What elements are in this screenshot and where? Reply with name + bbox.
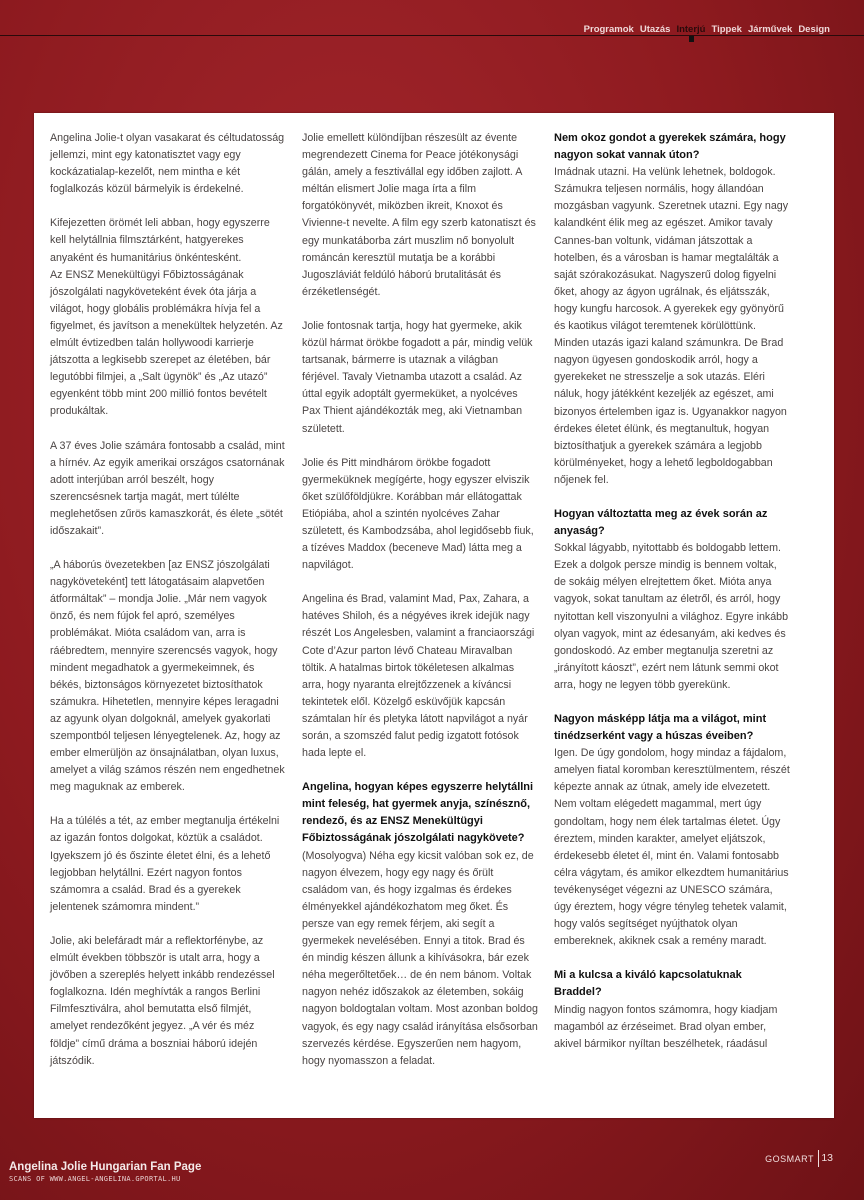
column-3 <box>554 130 790 1053</box>
interview-question: Nagyon másképp látja ma a világot, mint tinédzserként vagy a húszas éveiben? <box>554 713 767 743</box>
nav-item-tippek[interactable]: Tippek <box>711 24 742 35</box>
nav-item-jarmuvek[interactable]: Járművek <box>747 24 793 35</box>
section-nav <box>584 24 830 35</box>
scans-credit: SCANS OF WWW.ANGEL-ANGELINA.GPORTAL.HU <box>9 1175 181 1183</box>
nav-item-utazas[interactable]: Utazás <box>639 24 671 35</box>
paragraph: Az ENSZ Menekültügyi Főbiztosságának jószolgálati nagyköveteként évek óta járja a világot, hogy globális problémákra hívja fel a figyelmet, és javítson a menekültek helyzetén. Az elmúlt évtizedben talán hollywoodi karrierje játszotta a legkisebb szerepet az életében, bár legutóbbi filmjei, a „Salt ügynök” és „Az utazó” egyenként több mint 200 millió fontos bevételt produkáltak. <box>50 268 283 418</box>
paragraph: Jolie és Pitt mindhárom örökbe fogadott gyermeküknek megígérte, hogy egyszer elviszik őket szülőföldjükre. Korábban már ellátogattak Etiópiába, ahol a szintén nyolcéves Zahar született, és Kambodzsába, ahol legidősebb fiuk, a tízéves Maddox (beceneve Mad) látta meg a napvilágot. <box>302 456 534 572</box>
interview-question: Mi a kulcsa a kiváló kapcsolatuknak Braddel? <box>554 969 742 999</box>
header-rule <box>0 35 864 36</box>
column-1 <box>50 130 286 1070</box>
quote-paragraph: „A háborús övezetekben [az ENSZ jószolgálati nagyköveteként] tett látogatásaim alapvetően átformáltak” – mondja Jolie. „Már nem vagyok önző, és nem fújok fel apró, személyes problémákat. Mióta családom van, arra is ráébredtem, mennyire szerencsés vagyok, hogy mindent megadhatok a gyermekeimnek, és békés, biztonságos környezetet biztosíthatok számukra. Hihetetlen, mennyire képes leragadni az agyunk olyan dolgoknál, amelyek gyakorlati szempontból teljesen lényegtelenek. Az, hogy az ember elmerüljön az önsajnálatban, olyan luxus, amelyet a világ számos részén nem engedhetnek meg maguknak az emberek. <box>50 559 285 794</box>
interview-answer: Igen. De úgy gondolom, hogy mindaz a fájdalom, amelyen fiatal koromban keresztülmentem, részét képezte annak az útnak, amely ide elvezetett. Nem voltam elégedett magammal, mert úgy gondoltam, hogy nem élek tartalmas életet. Úgy éreztem, minden karakter, amelyet eljátszok, érdekesebb életet él, mint én. Valami fontosabb célra vágytam, és amikor elkezdtem humanitárius tevékenységet végezni az UNESCO számára, úgy éreztem, hogy végre tényleg tehetek valamit, hogy valós segítséget nyújthatok olyan embereknek, akiknek csak a remény maradt. <box>554 747 790 948</box>
interview-answer: Sokkal lágyabb, nyitottabb és boldogabb lettem. Ezek a dolgok persze mindig is bennem voltak, de sokáig mélyen elrejtettem őket. Mióta anya vagyok, sokat tanultam az életről, és arról, hogy nyitottan kell viszonyulni a világhoz. Egyre inkább olyan vagyok, mint az édesanyám, aki kedves és gondoskodó. Az ember megtanulja szeretni az „irányított káoszt”, ezért nem látunk semmi okot arra, hogy ne legyen több gyerekünk. <box>554 542 789 691</box>
paragraph: Jolie emellett különdíjban részesült az évente megrendezett Cinema for Peace jótékonysági gálán, amely a fesztivállal egy időben zajlott. A méltán elismert Jolie maga írta a film forgatókönyvét, miközben ikreit, Knoxot és Vivienne-t nevelte. A film egy szerb katonatiszt és egy munkatáborba zárt muszlim nő bonyolult románcán keresztül mutatja be a korábbi Jugoszláviát feldúló háború brutalitását és érzéketlenségét. <box>302 132 536 298</box>
page-number: 13 <box>821 1152 833 1164</box>
paragraph: Kifejezetten örömét leli abban, hogy egyszerre kell helytállnia filmsztárként, hatgyerekes anyaként és humanitárius önkéntesként. <box>50 217 270 264</box>
paragraph: Jolie fontosnak tartja, hogy hat gyermeke, akik közül hármat örökbe fogadott a pár, mindig velük tartsanak, bármerre is utaznak a világban férjével. Tavaly Vietnamba utazott a család. Az úttal egyik adoptált gyermeküket, a nyolcéves Pax Thient ajándékozták meg, aki Vietnamban született. <box>302 319 533 435</box>
paragraph: Angelina és Brad, valamint Mad, Pax, Zahara, a hatéves Shiloh, és a négyéves ikrek idejük nagy részét Los Angelesben, valamint a franciaországi Cote d’Azur parton lévő Chateau Miravalban töltik. A hatalmas birtok tökéletesen alkalmas arra, hogy nyaranta elrejtőzzenek a kíváncsi tekintetek elől. Közelgő esküvőjük kapcsán számtalan hír és pletyka látott napvilágot a nyár során, a szomszéd falut pedig izgatott fotósok hada lepte el. <box>302 593 535 760</box>
interview-answer: (Mosolyogva) Néha egy kicsit valóban sok ez, de nagyon élvezem, hogy egy nagy és őrült családom van, és hogy izgalmas és érdekes élményekkel ajándékozhatom meg őket. És persze van egy remek férjem, aki segít a gyermekek nevelésében. Ennyi a titok. Brad és én mindig készen állunk a kihívásokra, bár ezek néha megerőltetőek… de én nem bánom. Voltak nagyon nehéz időszakok az életemben, sokáig nagyon boldogtalan voltam. Most azonban boldog vagyok, és egy nagy család irányítása elsősorban szervezés kérdése. Egyszerűen nem hagyom, hogy nyomasszon a feladat. <box>302 849 538 1067</box>
column-2 <box>302 130 538 1070</box>
interview-answer: Mindig nagyon fontos számomra, hogy kiadjam magamból az érzéseimet. Brad olyan ember, akivel bármikor nyíltan beszélhetek, ráadásul <box>554 1003 778 1050</box>
nav-item-design[interactable]: Design <box>798 24 830 35</box>
interview-question: Nem okoz gondot a gyerekek számára, hogy nagyon sokat vannak úton? <box>554 132 786 162</box>
active-section-marker <box>689 36 694 42</box>
magazine-brand: GOSMART <box>765 1154 814 1164</box>
interview-answer: Imádnak utazni. Ha velünk lehetnek, boldogok. Számukra teljesen normális, hogy állandóan mozgásban vagyunk. Szeretnek utazni. Egy nagy kalandként élik meg az egészet. Amikor tavaly Cannes-ban voltunk, vidáman játszottak a hotelben, és a városban is hamar megtalálták a saját szórakozásukat. Nagyszerű dolog figyelni őket, ahogy az ágyon ugrálnak, és eljátsszák, hogy kungfu harcosok. A gyerekek egy gyönyörű és kaotikus világot teremtenek körülöttünk. Minden utazás igazi kaland számunkra. De Brad nagyon ügyesen gondoskodik arról, hogy a gyerekeket ne stresszelje a sok utazás. Eléri náluk, hogy játékként kezeljék az egészet, ami bizonyos értelemben igaz is. Ugyanakkor nagyon érdekes életet élünk, és megtanultuk, hogyan biztosíthatjuk a gyerekek számára a legjobb körülményeket, hogy a lehető legboldogabban nőjenek fel. <box>554 166 789 486</box>
page-number-divider <box>818 1150 819 1167</box>
quote-paragraph: Ha a túlélés a tét, az ember megtanulja értékelni az igazán fontos dolgokat, köztük a családot. Igyekszem jó és őszinte életet élni, és a lehető legjobban helytállni. Ezért nagyon fontos számomra a család. Brad és a gyerekek jelentenek számomra mindent.” <box>50 815 280 913</box>
paragraph: A 37 éves Jolie számára fontosabb a család, mint a hírnév. Az egyik amerikai országos csatornának adott interjúban arról beszélt, hogy szerencsésnek tartja magát, mert túlélte meglehetősen zűrös kamaszkorát, és élete „sötét időszakait”. <box>50 439 285 537</box>
interview-question: Angelina, hogyan képes egyszerre helytállni mint feleség, hat gyermek anyja, színésznő, rendező, és az ENSZ Menekültügyi Főbiztosságának jószolgálati nagykövete? <box>302 781 534 845</box>
nav-item-interju[interactable] <box>676 24 705 35</box>
nav-item-label: Interjú <box>676 24 706 35</box>
article-page <box>34 113 834 1118</box>
interview-question: Hogyan változtatta meg az évek során az anyaság? <box>554 507 768 538</box>
paragraph: Jolie, aki belefáradt már a reflektorfénybe, az elmúlt években többször is utalt arra, hogy a jövőben a szereplés helyett inkább rendezéssel foglalkozna. Idén meghívták a rangos Berlini Filmfesztiválra, ahol bemutatta első filmjét, amelyet rendezőként jegyez. „A vér és méz földje” című dráma a boszniai háború idején játszódik. <box>50 934 275 1067</box>
paragraph: Angelina Jolie-t olyan vasakarat és céltudatosság jellemzi, mint egy katonatisztet vagy egy kockázatialap-kezelőt, nem mintha e két foglalkozás közül bármelyik is érdekelné. <box>50 132 285 196</box>
fan-page-watermark: Angelina Jolie Hungarian Fan Page <box>9 1161 202 1173</box>
nav-item-programok[interactable]: Programok <box>583 24 634 35</box>
